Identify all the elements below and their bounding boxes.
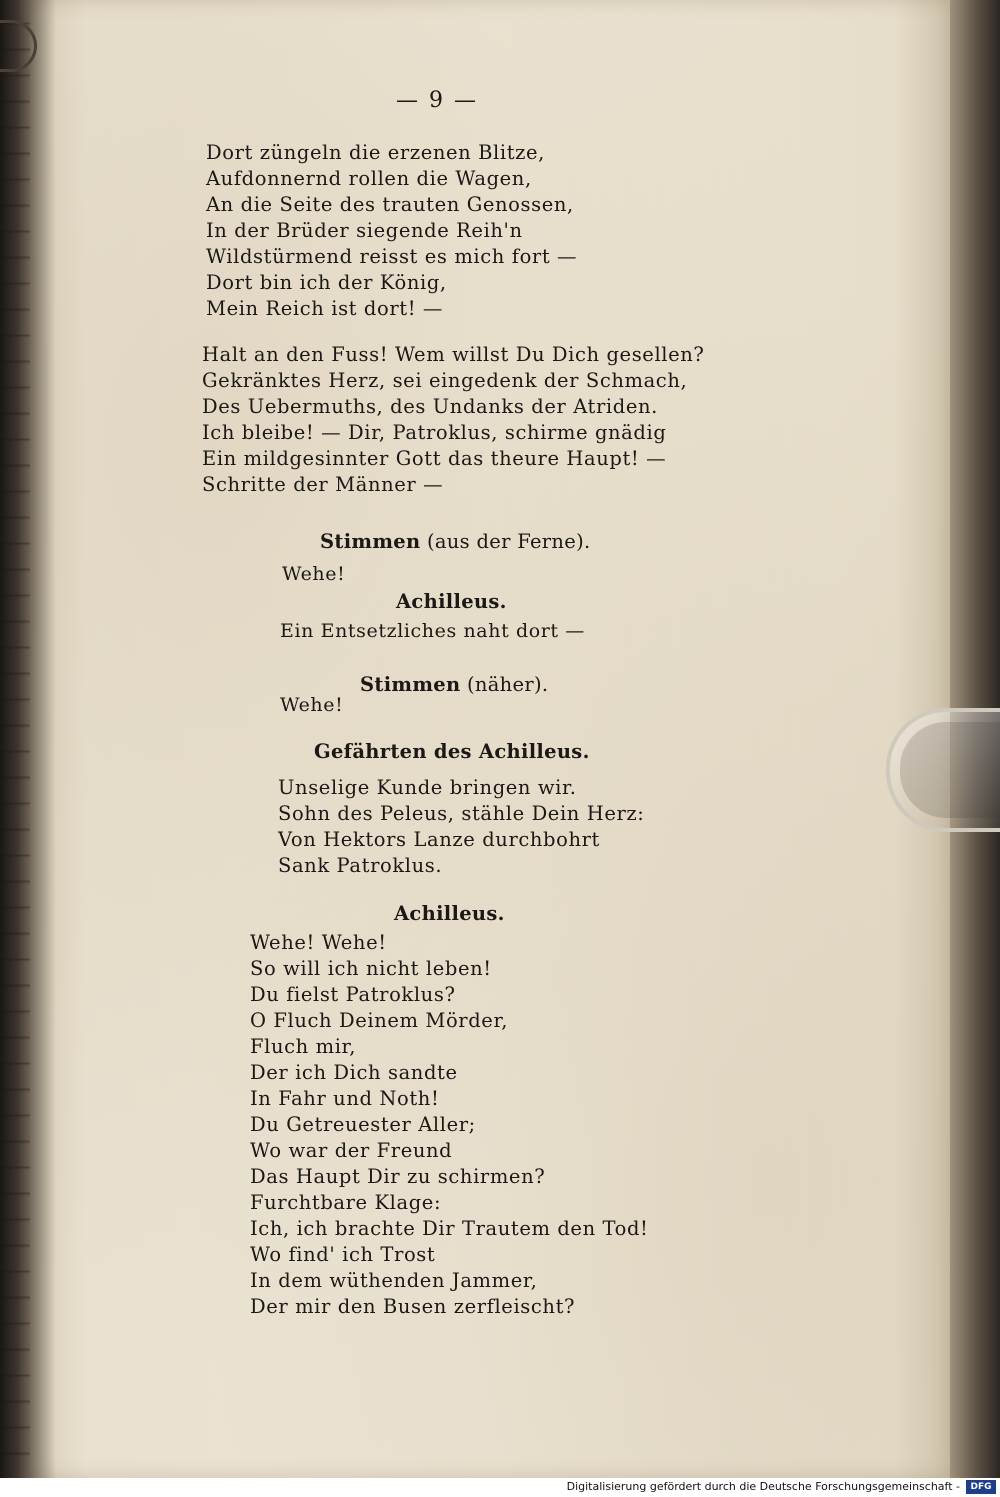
speaker-heading [396, 590, 507, 613]
speaker-name: Achilleus. [396, 590, 507, 613]
speaker-heading [314, 740, 590, 763]
verse-line: Wo find' ich Trost [250, 1243, 436, 1266]
verse-line: O Fluch Deinem Mörder, [250, 1009, 509, 1032]
speaker-heading [320, 530, 591, 553]
verse-line: Schritte der Männer — [202, 473, 444, 496]
verse-line: Ein mildgesinnter Gott das theure Haupt! — [202, 447, 667, 470]
verse-line: Unselige Kunde bringen wir. [278, 776, 577, 799]
verse-line: Ich, ich brachte Dir Trautem den Tod! [250, 1217, 649, 1240]
verse-line: Du Getreuester Aller; [250, 1113, 476, 1136]
verse-line: Wo war der Freund [250, 1139, 453, 1162]
speaker-name: Stimmen [360, 673, 461, 696]
verse-line: In dem wüthenden Jammer, [250, 1269, 538, 1292]
verse-line: Der mir den Busen zerfleischt? [250, 1295, 576, 1318]
stanza-achilleus [250, 930, 648, 1320]
verse-line: Des Uebermuths, des Undanks der Atriden. [202, 395, 658, 418]
funding-credit: Digitalisierung gefördert durch die Deutsche Forschungsgemeinschaft - [566, 1480, 960, 1493]
verse-line: Wehe! [282, 563, 346, 585]
verse-line: Dort züngeln die erzenen Blitze, [206, 141, 545, 164]
verse-line: An die Seite des trauten Genossen, [206, 193, 574, 216]
speaker-heading [394, 902, 505, 925]
verse-line: Du fielst Patroklus? [250, 983, 456, 1006]
verse-line: Von Hektors Lanze durchbohrt [278, 828, 600, 851]
verse-line: Furchtbare Klage: [250, 1191, 442, 1214]
verse-line: So will ich nicht leben! [250, 957, 492, 980]
verse-line: Ich bleibe! — Dir, Patroklus, schirme gnädig [202, 421, 667, 444]
verse-line: Mein Reich ist dort! — [206, 297, 444, 320]
verse-line: Sohn des Peleus, stähle Dein Herz: [278, 802, 645, 825]
stanza-2 [202, 342, 704, 498]
verse-line: Wehe! Wehe! [250, 931, 387, 954]
verse-line: Gekränktes Herz, sei eingedenk der Schmach, [202, 369, 688, 392]
verse-line: Halt an den Fuss! Wem willst Du Dich gesellen? [202, 343, 705, 366]
digitization-footer [0, 1478, 1000, 1497]
verse-line: Fluch mir, [250, 1035, 357, 1058]
verse-line: Das Haupt Dir zu schirmen? [250, 1165, 546, 1188]
stanza-gefaehrten [278, 775, 644, 879]
binder-clip [886, 708, 1000, 832]
verse-line: Der ich Dich sandte [250, 1061, 458, 1084]
verse-line: Aufdonnernd rollen die Wagen, [206, 167, 532, 190]
verse-line: In Fahr und Noth! [250, 1087, 440, 1110]
speaker-name: Stimmen [320, 530, 421, 553]
verse-line: Wildstürmend reisst es mich fort — [206, 245, 578, 268]
verse-line: Ein Entsetzliches naht dort — [280, 620, 585, 642]
verse-line: Sank Patroklus. [278, 854, 443, 877]
speaker-name: Gefährten des Achilleus. [314, 740, 590, 763]
verse-line: Wehe! [280, 694, 344, 716]
stage-direction: (aus der Ferne). [426, 530, 591, 553]
page-gutter-shadow [30, 0, 56, 1478]
show-through-text [600, 150, 606, 171]
verse-line: Dort bin ich der König, [206, 271, 447, 294]
verse-line: In der Brüder siegende Reih'n [206, 219, 523, 242]
speaker-name: Achilleus. [394, 902, 505, 925]
speaker-heading [360, 673, 548, 696]
dfg-logo: DFG [966, 1480, 996, 1494]
page-number: — 9 — [396, 88, 478, 113]
clip-inner [900, 722, 1000, 818]
stage-direction: (näher). [466, 673, 549, 696]
stanza-1 [206, 140, 577, 322]
